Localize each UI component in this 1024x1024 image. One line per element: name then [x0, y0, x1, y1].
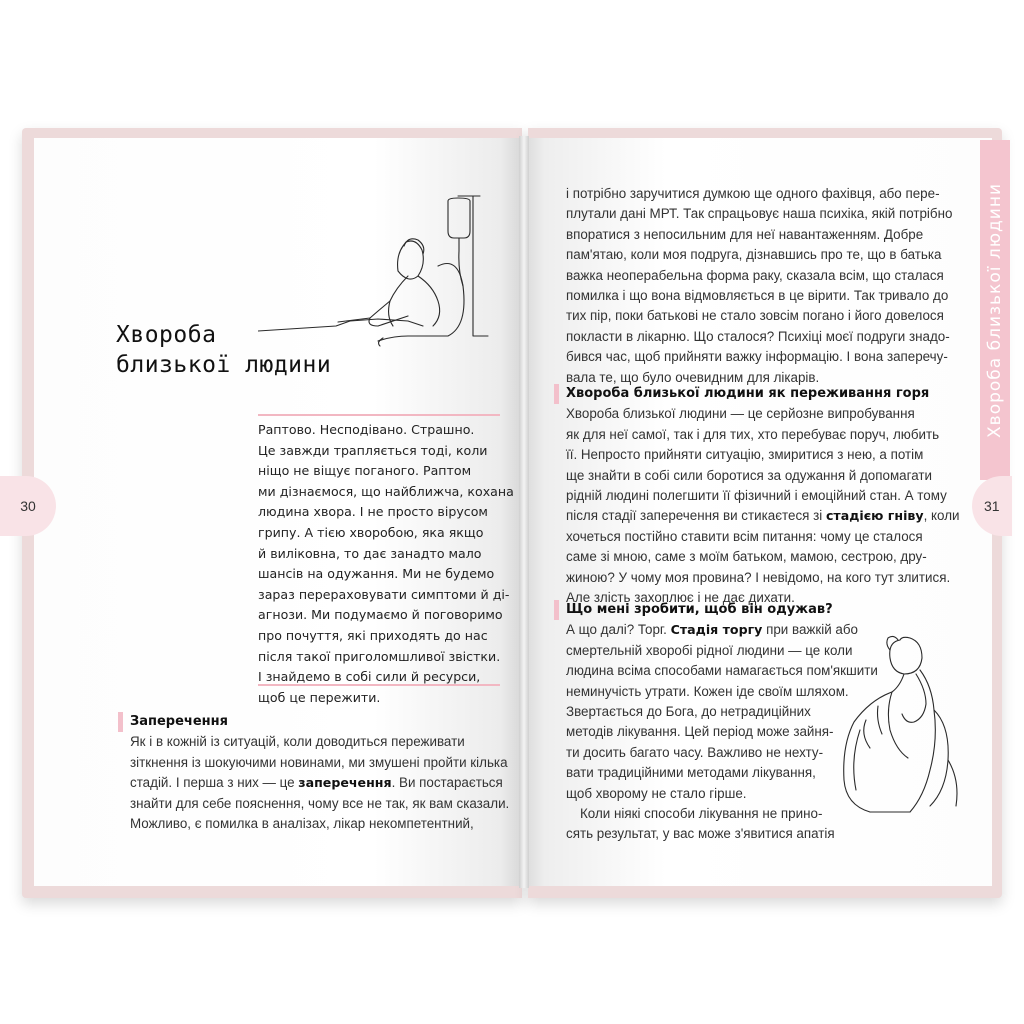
body-line: Можливо, є помилка в аналізах, лікар некомпетентний,: [130, 816, 474, 832]
body-line: як для неї самої, так і для тих, хто перебуває поруч, любить: [566, 426, 940, 442]
section-heading-grief: Хвороба близької людини як переживання горя: [554, 384, 966, 404]
body-line: Але злість захоплює і не дає дихати.: [566, 590, 795, 606]
body-line: Коли ніякі способи лікування не прино-: [580, 806, 823, 822]
highlight-term-anger: стадією гніву: [825, 508, 924, 524]
body-line: вала те, що було очевидним для лікарів.: [566, 369, 820, 385]
body-line-head: після стадії заперечення ви стикаєтеся зі: [566, 508, 826, 524]
body-line: жиною? У чому моя провина? І невідомо, на кого тут злитися.: [566, 569, 951, 585]
intro-line: Раптово. Несподівано. Страшно.: [258, 422, 475, 437]
body-line-tail: , коли: [923, 508, 960, 524]
intro-line: грипу. А тією хворобою, яка якщо: [258, 524, 484, 540]
body-line: людина всіма способами намагається пом'якшити: [566, 663, 878, 679]
chapter-title-line-1: Хвороба: [116, 322, 217, 348]
body-line: [130, 773, 503, 793]
body-line-head: А що далі? Торг.: [566, 622, 671, 638]
body-line: [566, 506, 966, 526]
chapter-side-tab: [980, 140, 1010, 480]
body-line: і потрібно заручитися думкою ще одного фахівця, або пере-: [566, 186, 940, 201]
body-line: хочеться постійно ставити всім питання: чому це сталося: [566, 528, 923, 544]
page-number-left-label: 30: [20, 498, 36, 514]
body-line: Як і в кожній із ситуацій, коли доводиться переживати: [130, 734, 465, 750]
chapter-side-tab-label: Хвороба близької людини: [985, 182, 1005, 438]
body-line: її. Непросто прийняти ситуацію, змиритися з нею, а потім: [566, 447, 924, 463]
section-denial: [130, 712, 510, 834]
section-grief: [566, 384, 966, 608]
body-line-tail: . Ви постарається: [391, 775, 503, 791]
highlight-term-bargaining: Стадія торгу: [670, 622, 763, 638]
intro-line: Це завжди трапляється тоді, коли: [258, 442, 488, 458]
body-line: саме зі мною, саме з моїм батьком, мамою, сестрою, дру-: [566, 549, 927, 565]
section-heading-denial: Заперечення: [118, 712, 490, 732]
body-line: тих пір, поки батькові не стало зовсім погано і його довелося: [566, 308, 944, 324]
body-line: Хвороба близької людини — це серйозне випробування: [566, 406, 915, 422]
body-line: методів лікування. Цей період може зайня-: [566, 724, 834, 740]
intro-line: й виліковна, то дає занадто мало: [258, 545, 482, 561]
body-line: неминучість утрати. Кожен іде своїм шляхом.: [566, 683, 849, 699]
body-line: ти досить багато часу. Важливо не нехту-: [566, 744, 824, 760]
highlight-term-denial: заперечення: [298, 775, 392, 791]
intro-line: І знайдемо в собі сили й ресурси,: [258, 669, 481, 685]
intro-divider-top: [258, 414, 500, 416]
intro-line: про почуття, які приходять до нас: [258, 627, 488, 643]
body-line: сять результат, у вас може з'явитися апатія: [566, 826, 835, 842]
body-line: плутали дані МРТ. Так спрацьовує наша психіка, якій потрібно: [566, 206, 953, 222]
intro-line: людина хвора. І не просто вірусом: [258, 504, 488, 520]
book-gutter: [519, 136, 529, 888]
intro-line: ніщо не віщує поганого. Раптом: [258, 463, 472, 479]
body-line: знайти для себе пояснення, чому все не так, як вам сказали.: [130, 795, 510, 811]
chapter-title: [116, 320, 331, 380]
intro-line: шансів на одужання. Ми не будемо: [258, 566, 495, 582]
body-line: помилка і що вона відмовляється в це вірити. Так тривало до: [566, 288, 949, 304]
body-line: рідній людині полегшити її фізичний і емоційний стан. А тому: [566, 488, 947, 504]
intro-line: після такої приголомшливої звістки.: [258, 648, 501, 664]
intro-line: щоб це пережити.: [258, 689, 381, 705]
page-number-right-label: 31: [984, 498, 1000, 514]
section-continuation: [566, 184, 966, 388]
intro-divider-bottom: [258, 684, 500, 686]
body-line: покласти в лікарню. Що сталося? Психіці моєї подруги знадо-: [566, 328, 950, 344]
body-line: пам'ятаю, коли моя подруга, дізнавшись про те, що в батька: [566, 247, 942, 263]
body-line-head: стадій. І перша з них — це: [130, 775, 299, 791]
intro-line: агнози. Ми подумаємо й поговоримо: [258, 607, 503, 623]
body-line-tail: при важкій або: [762, 622, 858, 638]
intro-line: ми дізнаємося, що найближча, кохана: [258, 483, 514, 499]
body-line: ще знайти в собі сили боротися за одужання й допомагати: [566, 467, 932, 483]
intro-line: зараз перераховувати симптоми й ді-: [258, 586, 510, 602]
intro-paragraph: [258, 420, 514, 708]
section-heading-bargaining: Що мені зробити, щоб він одужав?: [554, 600, 966, 620]
body-line: щоб хворому не стало гірше.: [566, 785, 747, 801]
body-line: Звертається до Бога, до нетрадиційних: [566, 704, 811, 720]
grieving-person-illustration: [830, 630, 970, 820]
body-line: впоратися з непосильним для неї навантаженням. Добре: [566, 226, 924, 242]
body-line: смертельній хворобі рідної людини — це коли: [566, 642, 853, 658]
body-line: зіткнення із шокуючими новинами, ми змушені пройти кілька: [130, 754, 508, 770]
body-line: вати традиційними методами лікування,: [566, 765, 816, 781]
body-line: важка неоперабельна форма раку, сказала всім, що сталася: [566, 267, 944, 283]
chapter-title-line-2: близької людини: [116, 352, 332, 378]
body-line: бився час, щоб прийняти важку інформацію. І вона заперечу-: [566, 349, 948, 365]
